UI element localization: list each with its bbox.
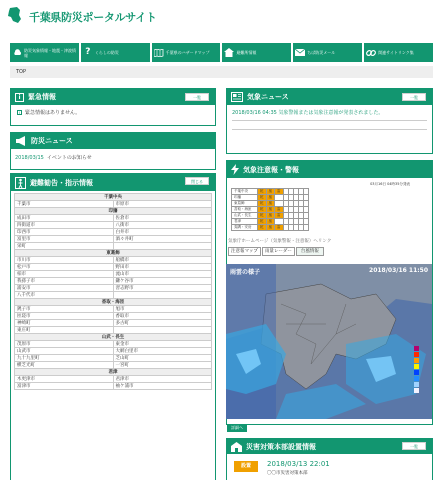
nav-life[interactable] — [81, 43, 150, 62]
evac-city-row — [15, 341, 212, 348]
nav-label: 避難所情報 — [236, 50, 257, 55]
map-detail-button[interactable]: 詳細へ — [227, 424, 247, 432]
cloud-icon — [12, 48, 22, 58]
evac-city-cell[interactable]: 成田市 — [15, 215, 114, 222]
warning-area: 夷隅・安房 — [232, 225, 258, 231]
warnings-header — [227, 161, 432, 178]
evac-region-name: 東葛飾 — [15, 250, 212, 257]
warning-cell: 風 — [266, 213, 275, 219]
warning-area: 東葛飾 — [232, 201, 258, 207]
hq-panel — [226, 438, 433, 480]
evac-city-cell[interactable]: 富津市 — [15, 383, 114, 390]
warning-cell: 乾 — [258, 201, 267, 207]
radar-image — [226, 264, 432, 419]
site-header — [0, 0, 441, 36]
evac-city-cell[interactable]: 山武市 — [15, 348, 114, 355]
warning-cell: 風 — [266, 189, 275, 195]
emergency-message — [17, 109, 209, 116]
map-caption: 雨雲の様子 — [230, 269, 261, 276]
warning-cell: 雷 — [275, 213, 284, 219]
weather-news-header — [227, 89, 432, 105]
link-icon — [366, 48, 376, 58]
evac-city-cell[interactable]: 八街市 — [113, 222, 212, 229]
evac-city-cell[interactable]: 大網白里市 — [113, 348, 212, 355]
evac-city-cell[interactable]: 柏市 — [15, 271, 114, 278]
hq-date: 2018/03/13 22:01 — [267, 460, 330, 468]
warnings-body — [227, 178, 432, 238]
warning-cell: 風 — [266, 219, 275, 225]
evac-city-cell[interactable]: 船橋市 — [113, 257, 212, 264]
nav-hazard[interactable] — [152, 43, 221, 62]
evac-city-cell[interactable]: 浦安市 — [15, 285, 114, 292]
weather-news-title: 気象ニュース — [247, 93, 289, 101]
hq-title: 災害対策本部設置情報 — [246, 442, 316, 451]
evac-region-name: 君津 — [15, 369, 212, 376]
nav-label: 関連サイトリンク集 — [378, 50, 414, 55]
emergency-panel — [10, 88, 216, 126]
weather-news-divider — [232, 121, 427, 130]
emergency-text: 緊急情報はありません。 — [25, 110, 81, 116]
mail-icon — [295, 48, 305, 58]
emergency-header — [11, 89, 215, 105]
evac-city-row — [15, 362, 212, 369]
nav-label: くらしの防災 — [94, 50, 119, 55]
warning-cell: 乾 — [258, 219, 267, 225]
evac-region-name: 山武・長生 — [15, 334, 212, 341]
warning-cell: 乾 — [258, 225, 267, 231]
evac-city-row — [15, 320, 212, 327]
newspaper-icon — [231, 92, 243, 102]
evac-city-cell[interactable] — [113, 292, 212, 299]
map-timestamp: 2018/03/16 11:50 — [369, 267, 428, 274]
evac-city-cell[interactable]: 銚子市 — [15, 306, 114, 313]
news-header — [11, 133, 215, 149]
evac-city-cell[interactable]: 芝山町 — [113, 355, 212, 362]
evacuation-panel — [10, 173, 216, 480]
evac-city-cell[interactable]: 習志野市 — [113, 285, 212, 292]
evac-city-cell[interactable]: 神崎町 — [15, 320, 114, 327]
warning-area: 香取・海匝 — [232, 207, 258, 213]
evac-city-row — [15, 313, 212, 320]
evac-city-row — [15, 229, 212, 236]
news-title: 防災ニュース — [31, 137, 73, 145]
evac-city-row — [15, 215, 212, 222]
evac-region-name: 千葉中央 — [15, 194, 212, 201]
evac-city-row — [15, 376, 212, 383]
evac-city-cell[interactable]: 白井市 — [113, 229, 212, 236]
evac-region-row — [15, 334, 212, 341]
news-text: イベントのお知らせ — [46, 155, 92, 161]
main-nav — [10, 43, 433, 62]
warning-cell: 雷 — [275, 225, 284, 231]
lightning-icon — [231, 164, 239, 175]
evac-city-row — [15, 201, 212, 208]
evac-city-cell[interactable]: 千葉市 — [15, 201, 114, 208]
evac-city-cell[interactable]: 茂原市 — [15, 341, 114, 348]
evac-region-name: 香取・海匝 — [15, 299, 212, 306]
evac-city-cell[interactable]: 東庄町 — [15, 327, 114, 334]
emergency-more-button[interactable]: 一覧 — [185, 93, 209, 101]
warnings-title: 気象注意報・警報 — [243, 165, 299, 174]
evac-city-cell[interactable]: 多古町 — [113, 320, 212, 327]
evac-city-cell[interactable]: 栄町 — [15, 243, 114, 250]
warning-cell: 風 — [266, 225, 275, 231]
info-small-icon: i — [18, 110, 21, 115]
evac-city-row — [15, 292, 212, 299]
evac-city-cell[interactable]: 八千代市 — [15, 292, 114, 299]
evac-city-row — [15, 243, 212, 250]
evac-table — [14, 193, 212, 390]
evac-city-cell[interactable]: 佐倉市 — [113, 215, 212, 222]
evac-city-cell[interactable] — [113, 327, 212, 334]
map-tabs — [227, 247, 432, 256]
warnings-timestamp: 03月16日 04時35分発表 — [370, 182, 410, 186]
evac-city-cell[interactable]: 東金市 — [113, 341, 212, 348]
evac-city-row — [15, 285, 212, 292]
evac-city-cell[interactable]: 九十九里町 — [15, 355, 114, 362]
hq-item[interactable] — [227, 454, 432, 478]
evac-region-row — [15, 299, 212, 306]
evac-city-cell[interactable]: 野田市 — [113, 264, 212, 271]
evac-city-cell[interactable]: 富里市 — [15, 236, 114, 243]
breadcrumb[interactable]: TOP — [10, 66, 433, 78]
evac-city-cell[interactable]: 我孫子市 — [15, 278, 114, 285]
evac-header — [11, 174, 215, 191]
evacuation-icon — [15, 177, 26, 189]
evac-close-button[interactable]: 閉じる — [185, 177, 209, 185]
tab-typhoon[interactable]: 台風情報 — [296, 247, 324, 256]
rain-radar-map[interactable] — [226, 264, 432, 419]
evac-city-cell[interactable]: 一宮町 — [113, 362, 212, 369]
evac-city-row — [15, 264, 212, 271]
evac-city-cell[interactable]: 香取市 — [113, 313, 212, 320]
evac-city-cell[interactable]: 匝瑳市 — [15, 313, 114, 320]
evac-city-cell[interactable]: 横芝光町 — [15, 362, 114, 369]
hq-text: 〇〇市災害対策本部 — [267, 471, 308, 476]
warning-area: 印旛 — [232, 195, 258, 201]
evac-city-cell[interactable]: 木更津市 — [15, 376, 114, 383]
question-icon: ? — [85, 47, 91, 57]
warning-area: 山武・長生 — [232, 213, 258, 219]
nav-mail[interactable] — [293, 43, 362, 62]
house-icon — [224, 48, 234, 58]
news-item[interactable] — [15, 154, 211, 161]
evac-city-row — [15, 383, 212, 390]
page-title[interactable]: 千葉県防災ポータルサイト — [29, 11, 157, 24]
building-icon — [231, 442, 242, 452]
warning-cell: 乾 — [258, 207, 267, 213]
info-icon: i — [15, 93, 24, 102]
megaphone-icon — [15, 136, 27, 146]
tab-warning-map[interactable]: 注意報マップ — [228, 247, 261, 256]
evac-region-row — [15, 369, 212, 376]
evac-city-row — [15, 271, 212, 278]
evac-city-row — [15, 355, 212, 362]
warning-cell: 風 — [266, 195, 275, 201]
evac-city-cell[interactable]: 松戸市 — [15, 264, 114, 271]
warning-cell: 雷 — [275, 189, 284, 195]
warning-cell: 雷 — [275, 207, 284, 213]
chiba-logo-icon[interactable] — [7, 7, 22, 24]
weather-news-more-button[interactable]: 一覧 — [402, 93, 426, 101]
nav-shelter[interactable] — [222, 43, 291, 62]
nav-label: 千葉県のハザードマップ — [165, 50, 210, 55]
evac-city-cell[interactable]: 君津市 — [113, 376, 212, 383]
evac-region-row — [15, 194, 212, 201]
nav-label: 防災気象情報・地震・津波情報 — [24, 47, 76, 58]
hq-status-badge: 設置 — [234, 461, 258, 472]
warnings-table — [231, 188, 309, 231]
evac-city-cell[interactable]: 市川市 — [15, 257, 114, 264]
warning-area: 千葉中央 — [232, 189, 258, 195]
evac-region-name: 印旛 — [15, 208, 212, 215]
evac-title: 避難勧告・指示情報 — [30, 178, 93, 187]
evac-city-cell[interactable]: 印西市 — [15, 229, 114, 236]
tab-rain-radar[interactable]: 雨量レーダー — [262, 247, 295, 256]
warning-cell: 乾 — [258, 195, 267, 201]
warning-cell-empty — [303, 225, 308, 231]
warning-cell: 風 — [266, 207, 275, 213]
evac-city-cell[interactable] — [113, 243, 212, 250]
nav-weather[interactable] — [10, 43, 79, 62]
evac-city-row — [15, 236, 212, 243]
evac-city-cell[interactable]: 市原市 — [113, 201, 212, 208]
evac-city-cell[interactable]: 鎌ケ谷市 — [113, 278, 212, 285]
evac-city-cell[interactable]: 酒々井町 — [113, 236, 212, 243]
warning-cell: 乾 — [258, 213, 267, 219]
evac-city-cell[interactable]: 旭市 — [113, 306, 212, 313]
evac-city-row — [15, 222, 212, 229]
news-date: 2018/03/15 — [15, 154, 44, 161]
warning-cell: 風 — [266, 201, 275, 207]
evac-city-row — [15, 278, 212, 285]
emergency-title: 緊急情報 — [28, 93, 56, 101]
news-panel — [10, 132, 216, 170]
nav-links[interactable] — [364, 43, 433, 62]
weather-news-panel — [226, 88, 433, 154]
evac-region-row — [15, 250, 212, 257]
weather-news-item[interactable]: 2018/03/16 04:35 気象警報または気象注意報が発表されました。 — [232, 109, 427, 121]
warning-area: 君津 — [232, 219, 258, 225]
hq-more-button[interactable]: 一覧 — [402, 442, 426, 450]
evac-city-row — [15, 348, 212, 355]
hq-header — [227, 439, 432, 454]
evac-region-row — [15, 208, 212, 215]
evac-city-row — [15, 306, 212, 313]
evac-city-cell[interactable]: 四街道市 — [15, 222, 114, 229]
warning-cell: 乾 — [258, 189, 267, 195]
warning-row — [232, 225, 309, 231]
evac-city-row — [15, 257, 212, 264]
evac-city-cell[interactable]: 袖ケ浦市 — [113, 383, 212, 390]
nav-label: ちば防災メール — [307, 50, 336, 55]
jma-link[interactable]: 気象庁ホームページ（気象警報・注意報）へリンク — [228, 239, 332, 244]
map-icon — [154, 48, 164, 58]
evac-city-cell[interactable]: 流山市 — [113, 271, 212, 278]
evac-city-row — [15, 327, 212, 334]
